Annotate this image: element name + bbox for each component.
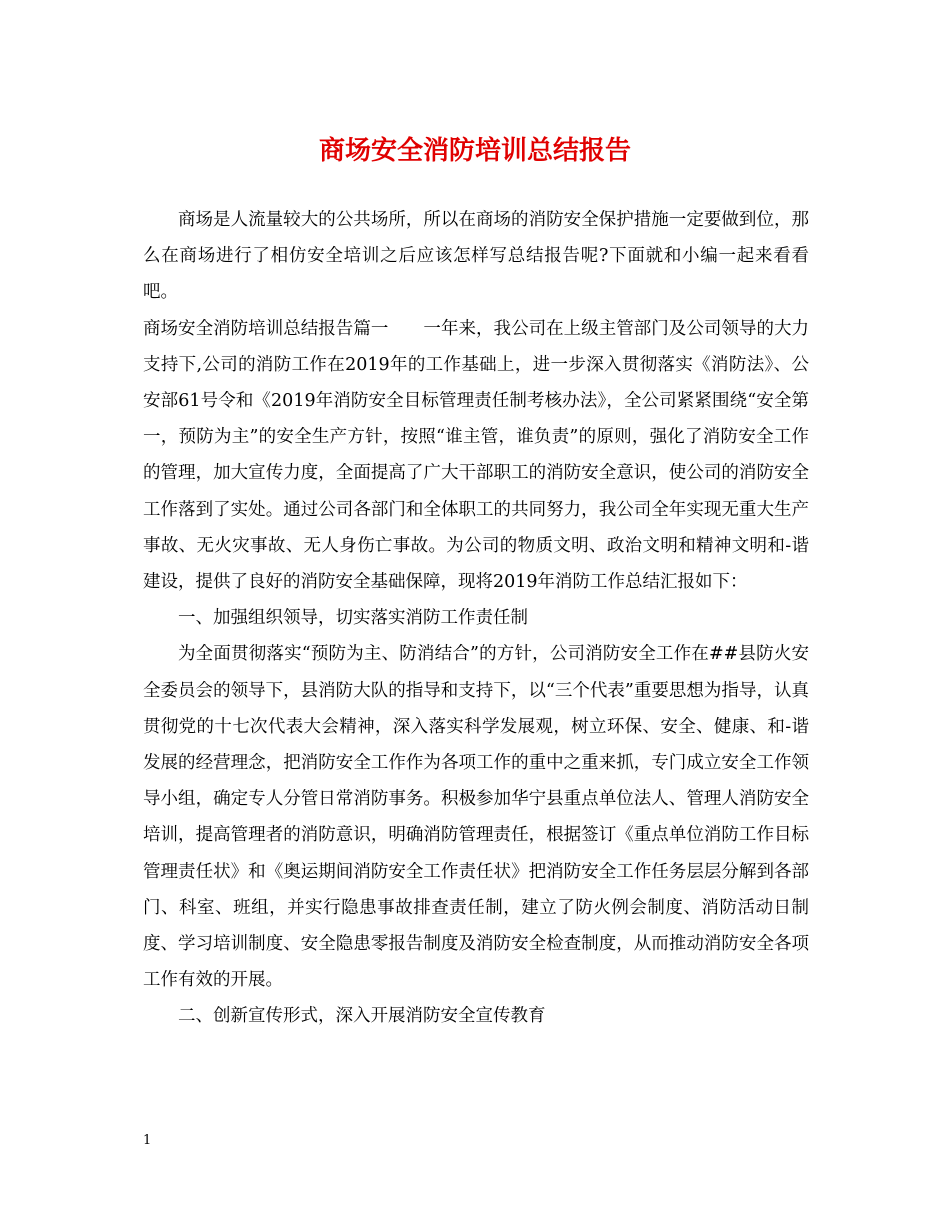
section-heading-2: 二、创新宣传形式，深入开展消防安全宣传教育 <box>178 1006 546 1027</box>
paragraph-intro: 商场是人流量较大的公共场所，所以在商场的消防安全保护措施一定要做到位，那么在商场进行了相仿安全培训之后应该怎样写总结报告呢?下面就和小编一起来看看吧。 <box>143 210 809 303</box>
section-heading-1: 一、加强组织领导，切实落实消防工作责任制 <box>178 608 528 629</box>
paragraph-report-opening: 商场安全消防培训总结报告篇一 一年来，我公司在上级主管部门及公司领导的大力支持下,公司的消防工作在2019年的工作基础上，进一步深入贯彻落实《消防法》、公安部61号令和《2019年消防安全目标管理责任制考核办法》，全公司紧紧围绕“安全第一，预防为主”的安全生产方针，按照“谁主管，谁负责”的原则，强化了消防安全工作的管理，加大宣传力度，全面提高了广大干部职工的消防安全意识，使公司的消防安全工作落到了实处。通过公司各部门和全体职工的共同努力，我公司全年实现无重大生产事故、无火灾事故、无人身伤亡事故。为公司的物质文明、政治文明和精神文明和-谐建设，提供了良好的消防安全基础保障，现将2019年消防工作总结汇报如下： <box>143 318 809 593</box>
page-title: 商场安全消防培训总结报告 <box>318 136 631 166</box>
document-body <box>143 202 809 1035</box>
paragraph-section-1: 为全面贯彻落实“预防为主、防消结合”的方针，公司消防安全工作在##县防火安全委员会的领导下，县消防大队的指导和支持下，以“三个代表”重要思想为指导，认真贯彻党的十七次代表大会精神，深入落实科学发展观，树立环保、安全、健康、和-谐发展的经营理念，把消防安全工作作为各项工作的重中之重来抓，专门成立安全工作领导小组，确定专人分管日常消防事务。积极参加华宁县重点单位法人、管理人消防安全培训，提高管理者的消防意识，明确消防管理责任，根据签订《重点单位消防工作目标管理责任状》和《奥运期间消防安全工作责任状》把消防安全工作任务层层分解到各部门、科室、班组，并实行隐患事故排查责任制，建立了防火例会制度、消防活动日制度、学习培训制度、安全隐患零报告制度及消防安全检查制度，从而推动消防安全各项工作有效的开展。 <box>143 644 809 991</box>
page-number: 1 <box>143 1133 152 1148</box>
